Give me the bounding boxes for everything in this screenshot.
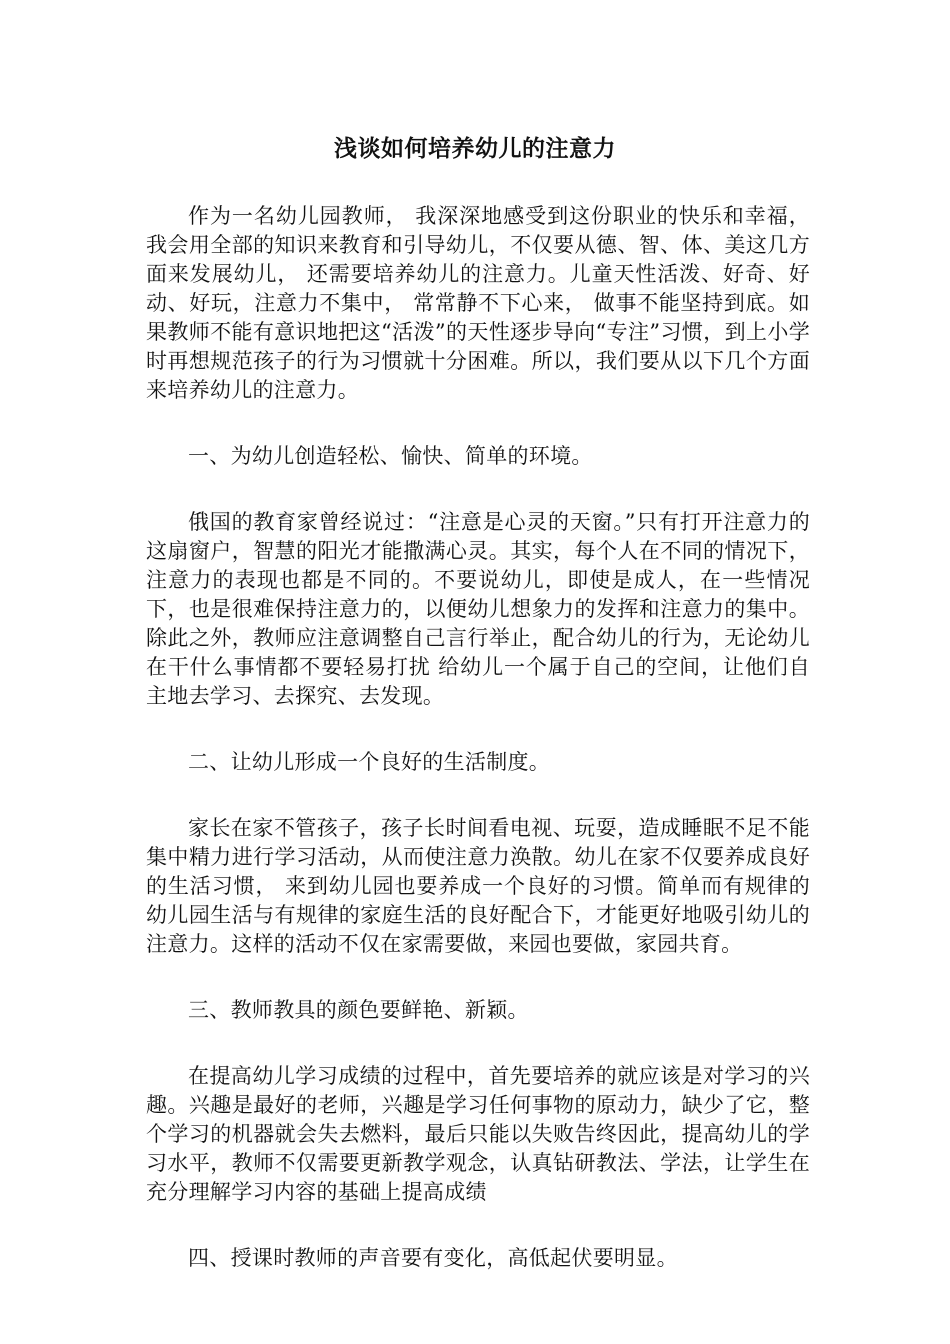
section-heading-3: 三、教师教具的颜色要鲜艳、新颖。 bbox=[188, 998, 529, 1022]
document-title: 浅谈如何培养幼儿的注意力 bbox=[334, 136, 616, 162]
section-heading-2: 二、让幼儿形成一个良好的生活制度。 bbox=[188, 750, 551, 774]
paragraph-gap bbox=[146, 711, 810, 748]
paragraph-gap bbox=[146, 777, 810, 814]
paragraph-gap bbox=[146, 405, 810, 442]
document-body bbox=[146, 202, 810, 1273]
section-heading-1: 一、为幼儿创造轻松、愉快、简单的环境。 bbox=[188, 444, 593, 468]
paragraph-gap bbox=[146, 471, 810, 508]
paragraph-gap bbox=[146, 959, 810, 996]
intro-paragraph: 作为一名幼儿园教师， 我深深地感受到这份职业的快乐和幸福， 我会用全部的知识来教育和引导幼儿，不仅要从德、智、体、美这几方面来发展幼儿， 还需要培养幼儿的注意力。儿童天性活泼、好奇、好动、好玩，注意力不集中， 常常静不下心来， 做事不能坚持到底。如果教师不能有意识地把这“活泼”的天性逐步导向“专注”习惯，到上小学时再想规范孩子的行为习惯就十分困难。所以，我们要从以下几个方面来培养幼儿的注意力。 bbox=[146, 204, 810, 402]
paragraph-gap bbox=[146, 1025, 810, 1062]
section-paragraph-1: 俄国的教育家曾经说过：“注意是心灵的天窗。”只有打开注意力的这扇窗户，智慧的阳光才能撒满心灵。其实，每个人在不同的情况下，注意力的表现也都是不同的。不要说幼儿，即使是成人，在一些情况下，也是很难保持注意力的，以便幼儿想象力的发挥和注意力的集中。除此之外，教师应注意调整自己言行举止，配合幼儿的行为，无论幼儿在干什么事情都不要轻易打扰 给幼儿一个属于自己的空间，让他们自主地去学习、去探究、去发现。 bbox=[146, 510, 810, 708]
section-paragraph-3: 在提高幼儿学习成绩的过程中，首先要培养的就应该是对学习的兴趣。兴趣是最好的老师，兴趣是学习任何事物的原动力，缺少了它，整个学习的机器就会失去燃料，最后只能以失败告终因此，提高幼儿的学习水平，教师不仅需要更新教学观念，认真钻研教法、学法，让学生在充分理解学习内容的基础上提高成绩 bbox=[146, 1064, 810, 1204]
paragraph-gap bbox=[146, 1207, 810, 1244]
section-heading-4: 四、授课时教师的声音要有变化，高低起伏要明显。 bbox=[188, 1246, 678, 1270]
section-paragraph-2: 家长在家不管孩子，孩子长时间看电视、玩耍，造成睡眠不足不能集中精力进行学习活动，从而使注意力涣散。幼儿在家不仅要养成良好的生活习惯， 来到幼儿园也要养成一个良好的习惯。简单而有规律的幼儿园生活与有规律的家庭生活的良好配合下，才能更好地吸引幼儿的注意力。这样的活动不仅在家需要做，来园也要做，家园共育。 bbox=[146, 816, 810, 956]
